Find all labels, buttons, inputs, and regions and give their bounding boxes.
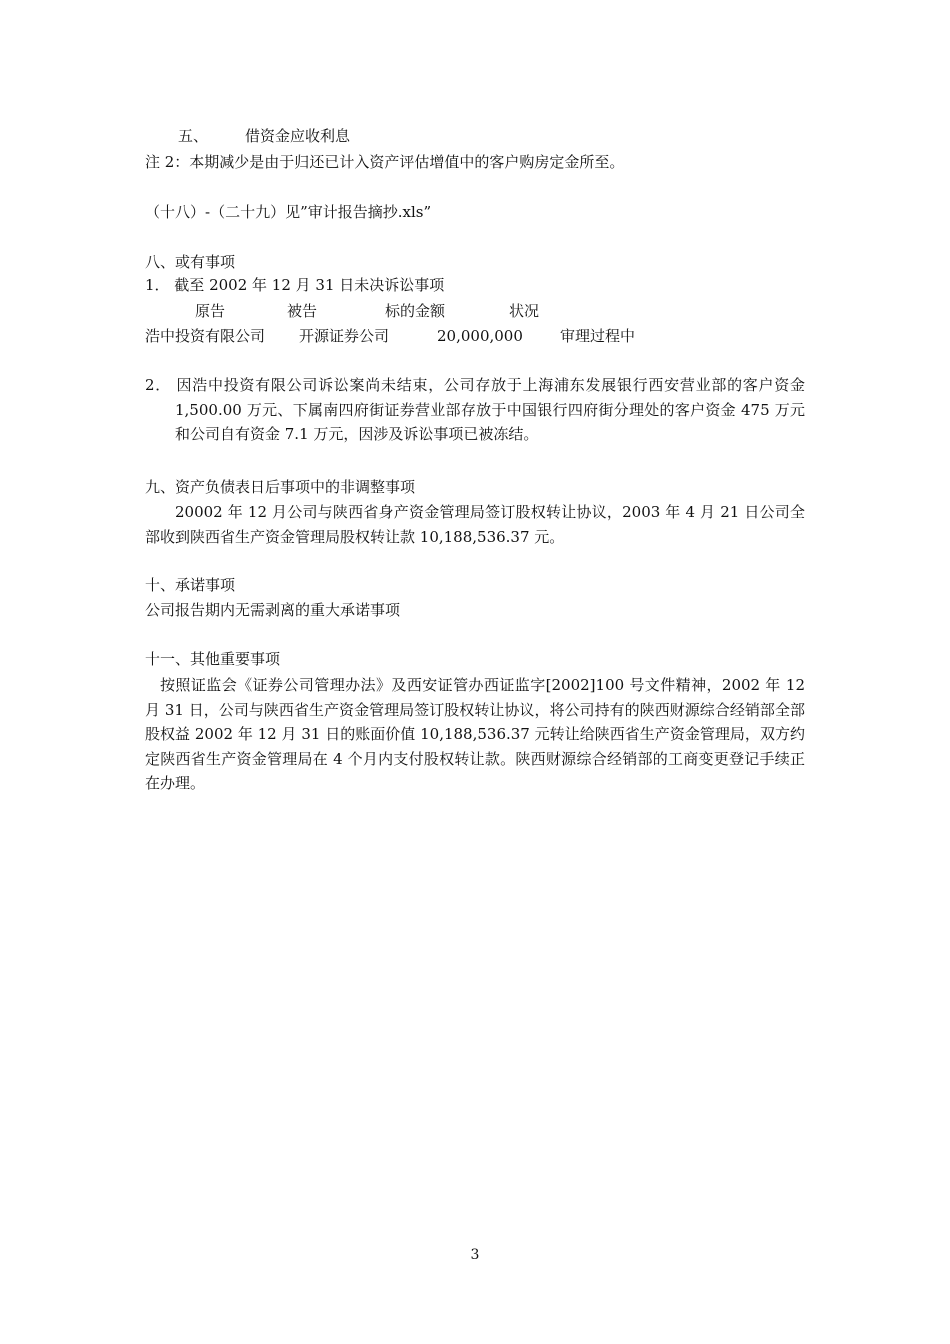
table-cell-status: 审理过程中 [560, 327, 636, 345]
note-2: 注 2：本期减少是由于归还已计入资产评估增值中的客户购房定金所至。 [145, 153, 625, 171]
table-cell-amount: 20,000,000 [437, 327, 523, 345]
section-eleven-body: 按照证监会《证券公司管理办法》及西安证管办西证监字[2002]100 号文件精神，2002 年 12 月 31 日，公司与陕西省生产资金管理局签订股权转让协议，将公司持有的陕西财源综合经销部全部股权益 2002 年 12 月 31 日的账面价值 10,188,536.37 元转让给陕西省生产资金管理局，双方约定陕西省生产资金管理局在 4 个月内支付股权转让款。陕西财源综合经销部的工商变更登记手续正在办理。 [145, 676, 805, 792]
page-number: 3 [470, 1247, 480, 1263]
section-ten-heading: 十、承诺事项 [145, 576, 236, 594]
section-nine-body: 20002 年 12 月公司与陕西省身产资金管理局签订股权转让协议，2003 年 4 月 21 日公司全部收到陕西省生产资金管理局股权转让款 10,188,536.37 元。 [145, 503, 805, 546]
table-header-amount: 标的金额 [385, 302, 446, 320]
table-header-defendant: 被告 [287, 302, 318, 320]
table-header-status: 状况 [509, 302, 540, 320]
section-five-number: 五、 [178, 127, 209, 145]
table-cell-plaintiff: 浩中投资有限公司 [145, 327, 266, 345]
table-cell-defendant: 开源证券公司 [299, 327, 390, 345]
section-eight-item-2: 2． 因浩中投资有限公司诉讼案尚未结束，公司存放于上海浦东发展银行西安营业部的客户资金 1,500.00 万元、下属南四府街证券营业部存放于中国银行四府街分理处的客户资金 475 万元和公司自有资金 7.1 万元，因涉及诉讼事项已被冻结。 [145, 376, 805, 443]
section-eleven-heading: 十一、其他重要事项 [145, 650, 281, 668]
section-five-title: 借资金应收利息 [245, 127, 351, 145]
section-eight-heading: 八、或有事项 [145, 253, 236, 271]
section-eight-item-1: 1． 截至 2002 年 12 月 31 日未决诉讼事项 [145, 276, 445, 294]
table-header-plaintiff: 原告 [195, 302, 226, 320]
section-ten-body: 公司报告期内无需剥离的重大承诺事项 [145, 601, 401, 619]
reference-line: （十八）-（二十九）见”审计报告摘抄.xls” [145, 203, 432, 221]
section-nine-heading: 九、资产负债表日后事项中的非调整事项 [145, 478, 416, 496]
